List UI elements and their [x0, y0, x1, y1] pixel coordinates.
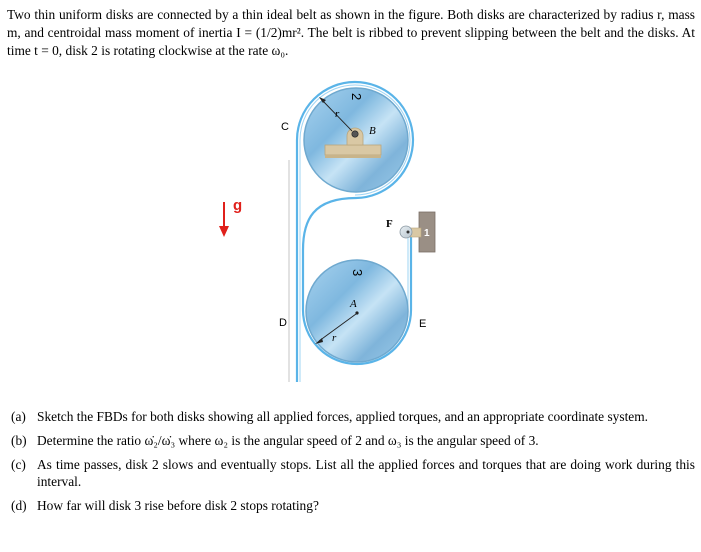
belt-disk-figure: [195, 70, 455, 390]
pulley-1-number: 1: [424, 228, 430, 239]
question-label: (a): [11, 409, 26, 424]
question-d: [11, 497, 695, 514]
question-text: How far will disk 3 rise before disk 2 stops rotating?: [37, 498, 319, 513]
question-c: [11, 456, 695, 490]
point-d-label: D: [279, 317, 287, 329]
pulley-1-axle: [407, 231, 410, 234]
problem-statement: Two thin uniform disks are connected by a thin ideal belt as shown in the figure. Both disks are characterized by radius r, mass m, and centroidal mass moment of inertia I = (1/2)mr². The belt is ribbed to prevent slipping between the belt and the disks. At time t = 0, disk 2 is rotating clockwise at the rate ω₀.: [7, 7, 695, 58]
gravity-arrow: [219, 202, 229, 237]
question-label: (b): [11, 433, 27, 448]
disk-2-axle: [352, 131, 358, 137]
disk-2-support-base: [325, 155, 381, 158]
point-a-label: A: [350, 298, 357, 310]
question-b: [11, 432, 695, 449]
point-b-label: B: [369, 125, 376, 137]
question-text: Sketch the FBDs for both disks showing all applied forces, applied torques, and an appropriate coordinate system.: [37, 409, 648, 424]
point-f-label: F: [386, 218, 393, 230]
point-e-label: E: [419, 318, 427, 330]
question-list: [11, 408, 695, 521]
disk-2-support: [325, 145, 381, 155]
question-text: As time passes, disk 2 slows and eventually stops. List all the applied forces and torques that are doing work during this interval.: [37, 457, 695, 489]
gravity-label: g: [233, 197, 243, 214]
disk-2-number: 2: [349, 93, 364, 101]
point-c-label: C: [281, 121, 289, 133]
pulley-1: [400, 226, 412, 238]
question-label: (c): [11, 457, 26, 472]
question-text: Determine the ratio ω̇₂/ω̇₃ where ω₂ is the angular speed of 2 and ω₃ is the angular speed of 3.: [37, 433, 539, 448]
radius-label-top: r: [335, 108, 340, 120]
radius-label-bottom: r: [332, 332, 337, 344]
disk-3-number: 3: [350, 269, 365, 277]
question-label: (d): [11, 498, 27, 513]
question-a: [11, 408, 695, 425]
